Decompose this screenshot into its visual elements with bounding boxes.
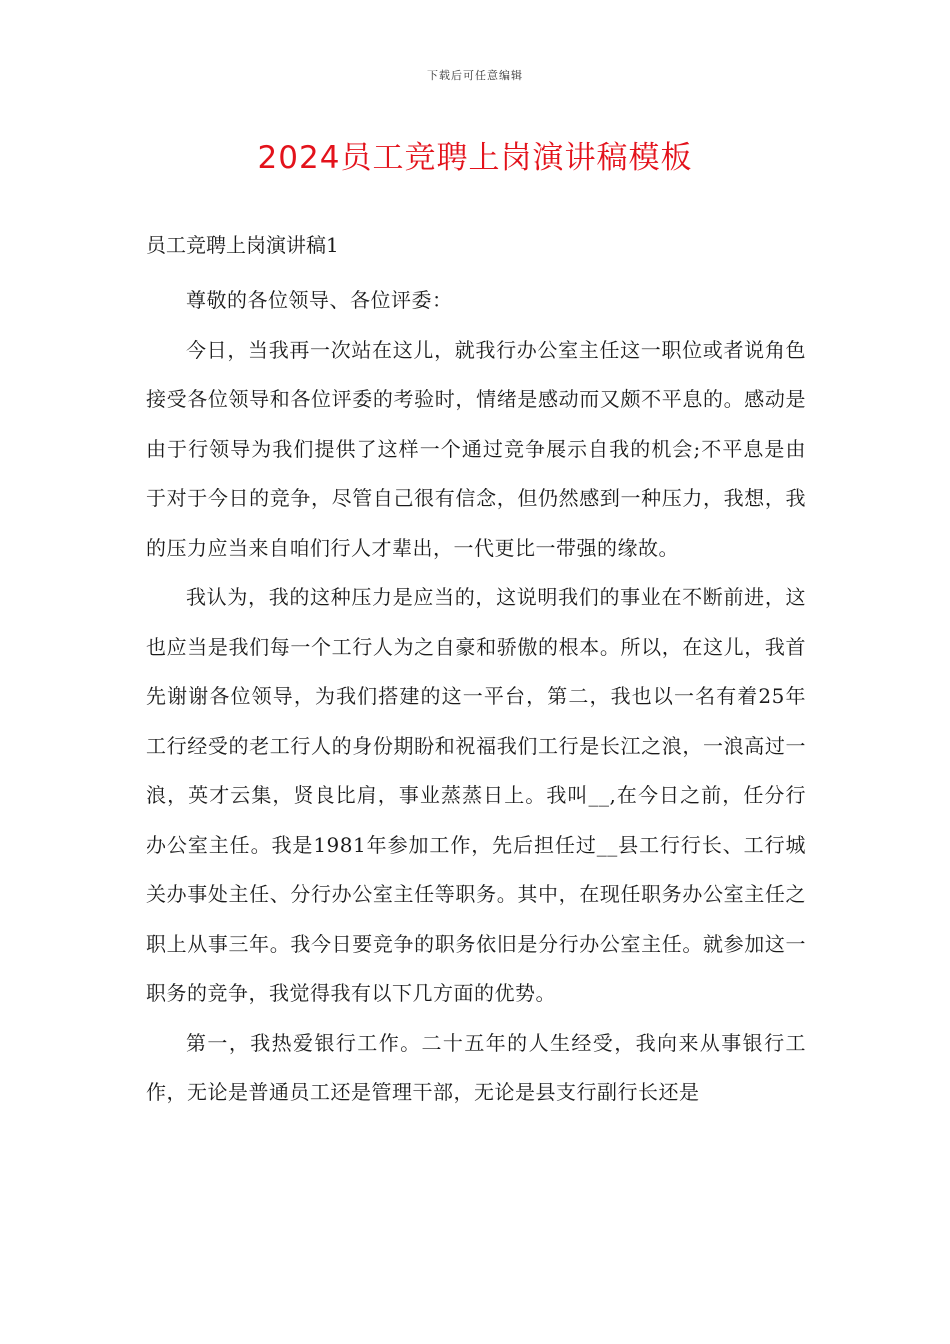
salutation-paragraph: 尊敬的各位领导、各位评委： (186, 288, 453, 312)
section-heading: 员工竞聘上岗演讲稿1 (146, 233, 339, 257)
document-body (146, 276, 806, 1118)
body-paragraph: 我认为，我的这种压力是应当的，这说明我们的事业在不断前进，这也应当是我们每一个工行人为之自豪和骄傲的根本。所以，在这儿，我首先谢谢各位领导，为我们搭建的这一平台，第二，我也以一名有着25年工行经受的老工行人的身份期盼和祝福我们工行是长江之浪，一浪高过一浪，英才云集，贤良比肩，事业蒸蒸日上。我叫__,在今日之前，任分行办公室主任。我是1981年参加工作，先后担任过__县工行行长、工行城关办事处主任、分行办公室主任等职务。其中，在现任职务办公室主任之职上从事三年。我今日要竞争的职务依旧是分行办公室主任。就参加这一职务的竞争，我觉得我有以下几方面的优势。 (146, 585, 806, 1005)
header-note: 下载后可任意编辑 (427, 69, 523, 82)
document-title: 2024员工竞聘上岗演讲稿模板 (257, 140, 693, 176)
body-paragraph: 第一，我热爱银行工作。二十五年的人生经受，我向来从事银行工作，无论是普通员工还是管理干部，无论是县支行副行长还是 (146, 1030, 806, 1104)
body-paragraph: 今日，当我再一次站在这儿，就我行办公室主任这一职位或者说角色接受各位领导和各位评委的考验时，情绪是感动而又颇不平息的。感动是由于行领导为我们提供了这样一个通过竞争展示自我的机会;不平息是由于对于今日的竞争，尽管自己很有信念，但仍然感到一种压力，我想，我的压力应当来自咱们行人才辈出，一代更比一带强的缘故。 (146, 337, 806, 560)
